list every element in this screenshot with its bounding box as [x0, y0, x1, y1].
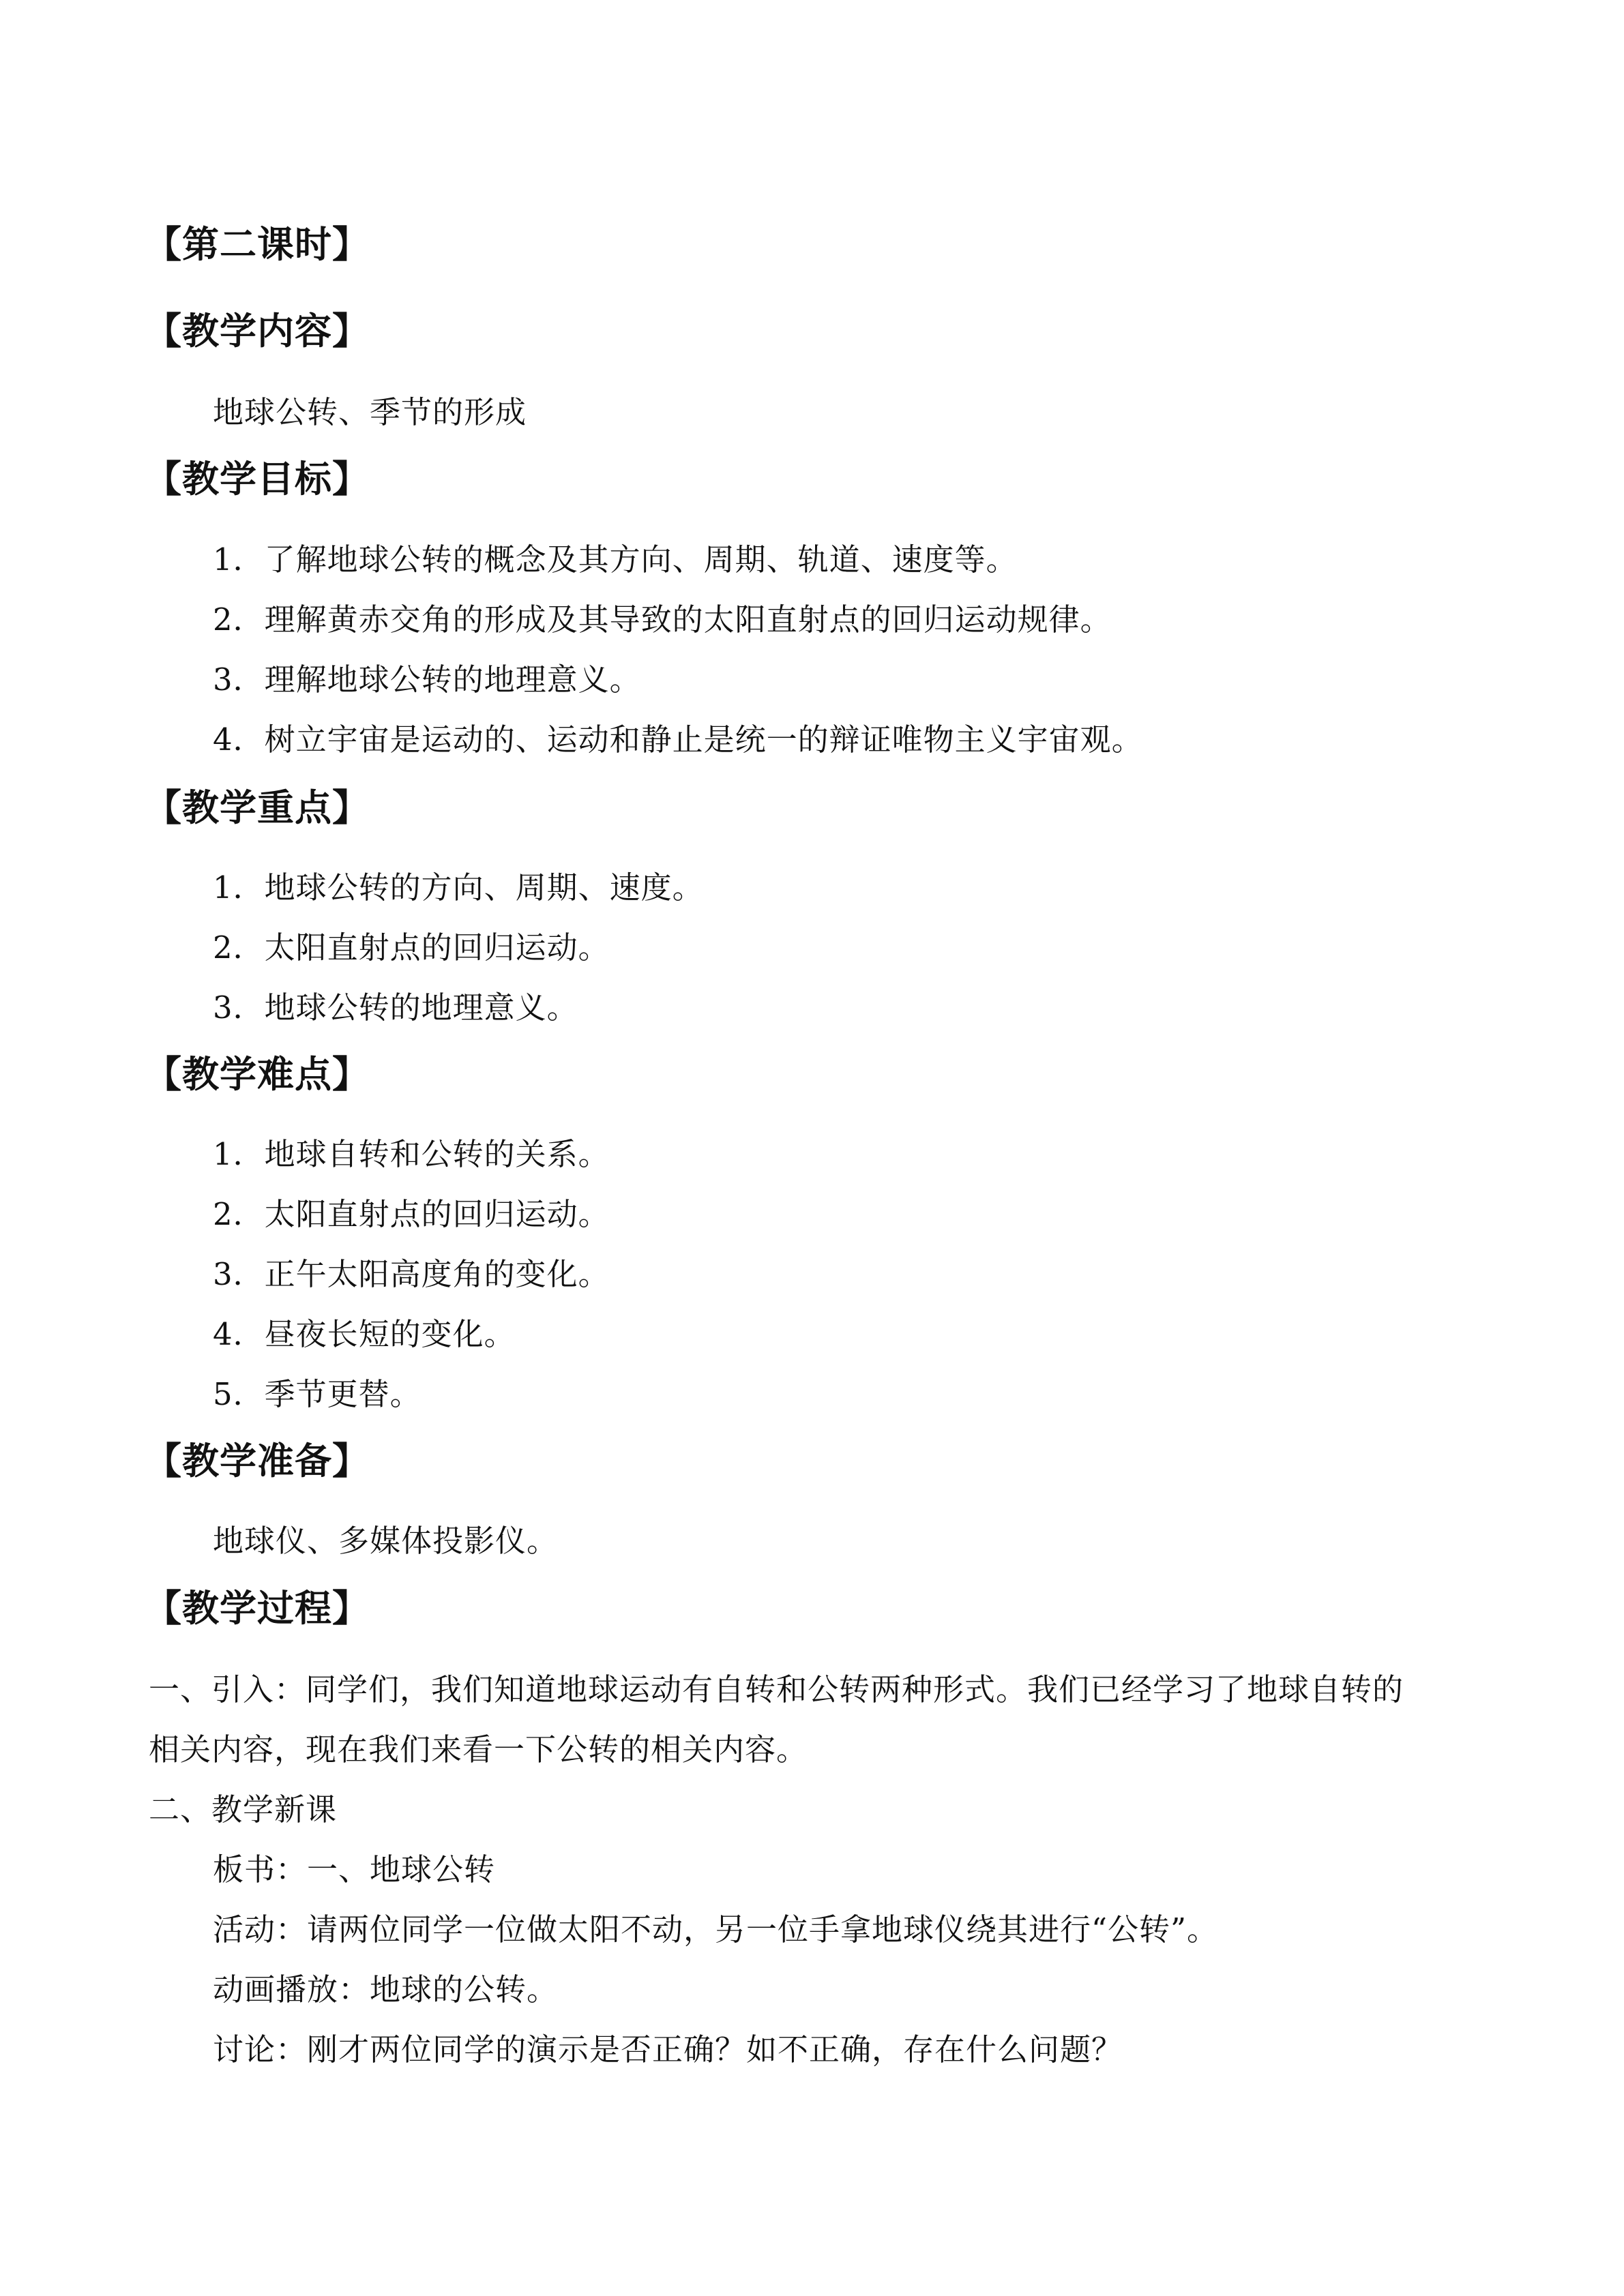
content-line: 地球公转、季节的形成: [213, 394, 527, 430]
section-heading-process: 【教学过程】: [145, 1586, 370, 1630]
difficulty-item-4: 4．昼夜长短的变化。: [213, 1316, 516, 1352]
objective-item-2: 2．理解黄赤交角的形成及其导致的太阳直射点的回归运动规律。: [213, 601, 1112, 638]
key-point-item-2: 2．太阳直射点的回归运动。: [213, 929, 610, 966]
process-step-1: 板书：一、地球公转: [213, 1851, 496, 1888]
key-point-item-1: 1．地球公转的方向、周期、速度。: [213, 869, 704, 906]
section-heading-preparation: 【教学准备】: [145, 1439, 370, 1482]
difficulty-item-5: 5．季节更替。: [213, 1376, 422, 1412]
section-heading-content: 【教学内容】: [145, 309, 370, 353]
section-heading-difficulties: 【教学难点】: [145, 1052, 370, 1096]
process-step-3: 动画播放：地球的公转。: [213, 1971, 559, 2008]
preparation-line: 地球仪、多媒体投影仪。: [213, 1523, 559, 1559]
process-new-lesson: 二、教学新课: [149, 1791, 338, 1828]
lesson-title: 【第二课时】: [145, 222, 370, 266]
process-step-2: 活动：请两位同学一位做太阳不动，另一位手拿地球仪绕其进行“公转”。: [213, 1911, 1219, 1948]
difficulty-item-3: 3．正午太阳高度角的变化。: [213, 1256, 610, 1292]
objective-item-4: 4．树立宇宙是运动的、运动和静止是统一的辩证唯物主义宇宙观。: [213, 721, 1143, 758]
objective-item-3: 3．理解地球公转的地理意义。: [213, 661, 641, 698]
section-heading-objectives: 【教学目标】: [145, 457, 370, 501]
process-step-4: 讨论：刚才两位同学的演示是否正确？如不正确，存在什么问题？: [213, 2031, 1123, 2068]
objective-item-1: 1．了解地球公转的概念及其方向、周期、轨道、速度等。: [213, 541, 1018, 578]
difficulty-item-1: 1．地球自转和公转的关系。: [213, 1136, 610, 1172]
difficulty-item-2: 2．太阳直射点的回归运动。: [213, 1196, 610, 1232]
process-intro-line-2: 相关内容，现在我们来看一下公转的相关内容。: [149, 1731, 808, 1768]
key-point-item-3: 3．地球公转的地理意义。: [213, 989, 578, 1026]
section-heading-key-points: 【教学重点】: [145, 786, 370, 829]
process-intro-line-1: 一、引入：同学们，我们知道地球运动有自转和公转两种形式。我们已经学习了地球自转的: [149, 1671, 1404, 1708]
